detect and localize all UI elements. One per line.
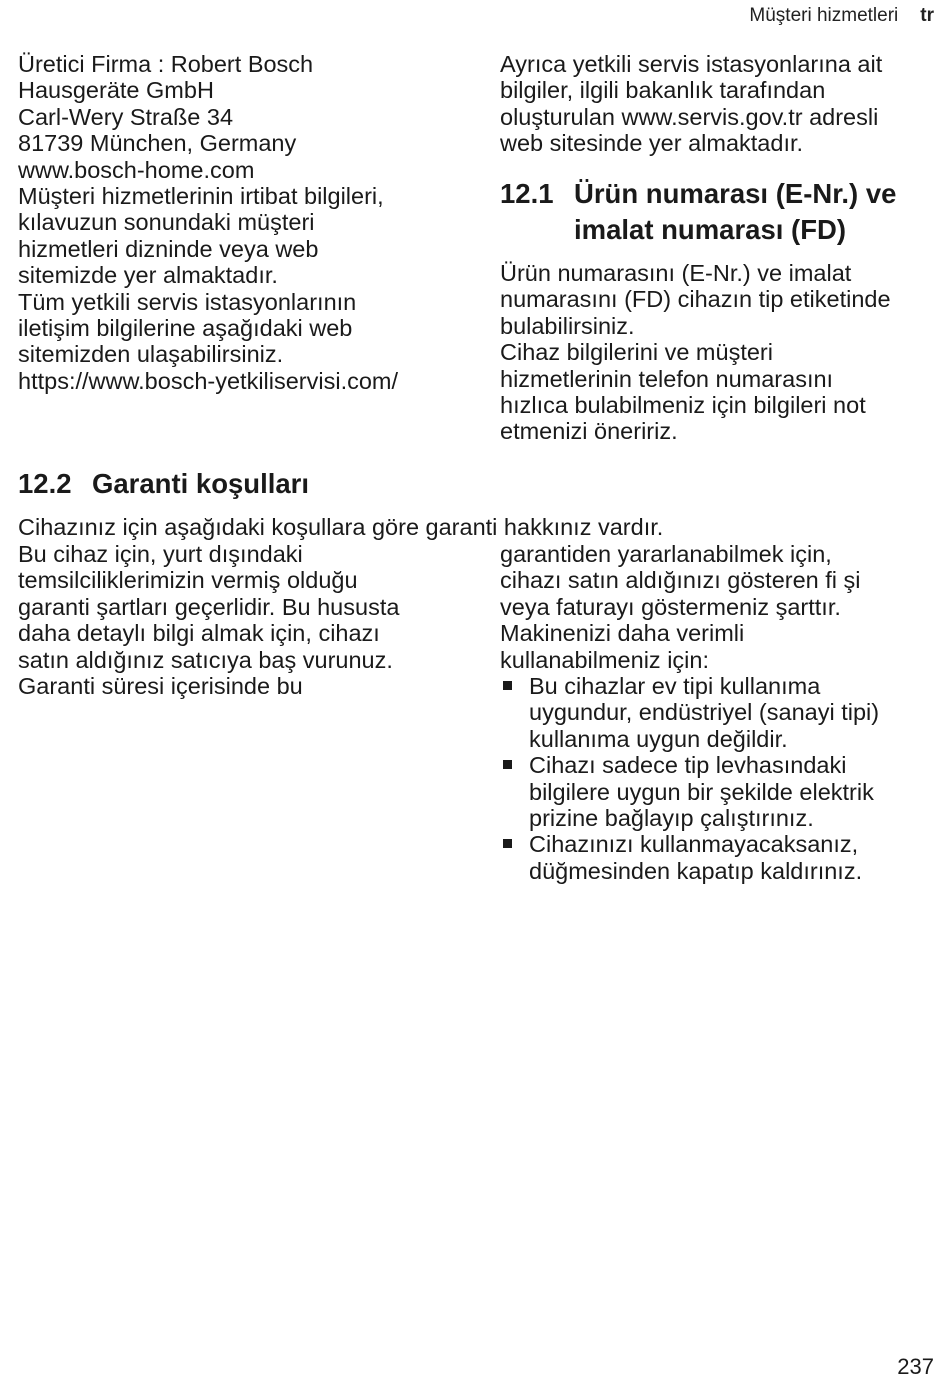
list-item [500, 831, 940, 884]
text-line: daha detaylı bilgi almak için, cihazı [18, 620, 380, 647]
text-line: Hausgeräte GmbH [18, 77, 214, 104]
manufacturer-info-block [18, 51, 468, 394]
text-line: iletişim bilgilerine aşağıdaki web [18, 315, 353, 342]
text-line: Müşteri hizmetlerinin irtibat bilgileri, [18, 183, 384, 210]
text-line: oluşturulan www.servis.gov.tr adresli [500, 103, 879, 130]
text-line: sitemizde yer almaktadır. [18, 262, 278, 289]
header-language-code: tr [920, 5, 934, 26]
text-line: Bu cihaz için, yurt dışındaki [18, 541, 303, 567]
text-line: web sitesinde yer almaktadır. [500, 130, 804, 157]
section-number: 12.2 [18, 468, 72, 499]
section-12-2-heading [18, 466, 309, 502]
text-line: https://www.bosch-yetkiliservisi.com/ [18, 367, 399, 394]
text-line: Üretici Firma : Robert Bosch [18, 51, 314, 77]
square-bullet-icon [503, 760, 512, 769]
text-line: kılavuzun sonundaki müşteri [18, 209, 315, 236]
text-line: Carl-Wery Straße 34 [18, 103, 234, 130]
square-bullet-icon [503, 839, 512, 848]
text-line: düğmesinden kapatıp kaldırınız. [529, 857, 863, 884]
text-line: www.bosch-home.com [18, 156, 255, 183]
page-header [749, 4, 934, 28]
text-line: Ürün numarasını (E-Nr.) ve imalat [500, 260, 852, 286]
text-line: 81739 München, Germany [18, 130, 297, 157]
text-line: uygundur, endüstriyel (sanayi tipi) [529, 699, 880, 726]
section-title-line: imalat numarası (FD) [574, 214, 847, 245]
text-line: veya faturayı göstermeniz şarttır. [500, 593, 841, 620]
warranty-left-text [18, 541, 399, 699]
warranty-intro: Cihazınız için aşağıdaki koşullara göre garanti hakkınız vardır. [18, 514, 664, 540]
text-line: garantiden yararlanabilmek için, [500, 541, 832, 567]
text-line: Garanti süresi içerisinde bu [18, 673, 303, 700]
text-line: bilgiler, ilgili bakanlık tarafından [500, 77, 826, 104]
text-line: temsilciliklerimizin vermiş olduğu [18, 567, 358, 594]
list-item [500, 673, 940, 752]
text-line: garanti şartları geçerlidir. Bu hususta [18, 593, 400, 620]
text-line: Cihazınızı kullanmayacaksanız, [529, 831, 859, 858]
text-line: kullanıma uygun değildir. [529, 725, 788, 752]
service-info-block [500, 51, 940, 157]
text-line: Tüm yetkili servis istasyonlarının [18, 288, 357, 315]
text-line: Bu cihazlar ev tipi kullanıma [529, 673, 821, 700]
square-bullet-icon [503, 681, 512, 690]
text-line: cihazı satın aldığınızı gösteren fi şi [500, 567, 861, 594]
text-line: hızlıca bulabilmeniz için bilgileri not [500, 392, 866, 419]
text-line: Ayrıca yetkili servis istasyonlarına ait [500, 51, 883, 77]
text-line: satın aldığınız satıcıya baş vurunuz. [18, 646, 393, 673]
text-line: bulabilirsiniz. [500, 312, 635, 339]
text-line: numarasını (FD) cihazın tip etiketinde [500, 286, 891, 313]
section-12-1-body [500, 260, 940, 445]
text-line: hizmetleri dizninde veya web [18, 235, 319, 262]
warranty-right-text [500, 541, 940, 884]
text-line: Makinenizi daha verimli [500, 620, 745, 647]
section-12-1-heading [500, 176, 940, 248]
text-line: hizmetlerinin telefon numarasını [500, 365, 834, 392]
page-number: 237 [897, 1354, 934, 1379]
header-section-title: Müşteri hizmetleri [749, 5, 899, 26]
usage-tips-list [500, 673, 940, 884]
text-line: sitemizden ulaşabilirsiniz. [18, 341, 284, 368]
text-line: Cihaz bilgilerini ve müşteri [500, 339, 773, 366]
section-title: Garanti koşulları [92, 468, 310, 499]
section-number: 12.1 [500, 178, 554, 209]
text-line: Cihazı sadece tip levhasındaki [529, 752, 847, 779]
text-line: kullanabilmeniz için: [500, 646, 709, 673]
list-item [500, 752, 940, 831]
text-line: bilgilere uygun bir şekilde elektrik [529, 778, 874, 805]
text-line: prizine bağlayıp çalıştırınız. [529, 805, 814, 832]
section-title-line: Ürün numarası (E-Nr.) ve [574, 178, 897, 209]
text-line: etmenizi öneririz. [500, 418, 678, 445]
